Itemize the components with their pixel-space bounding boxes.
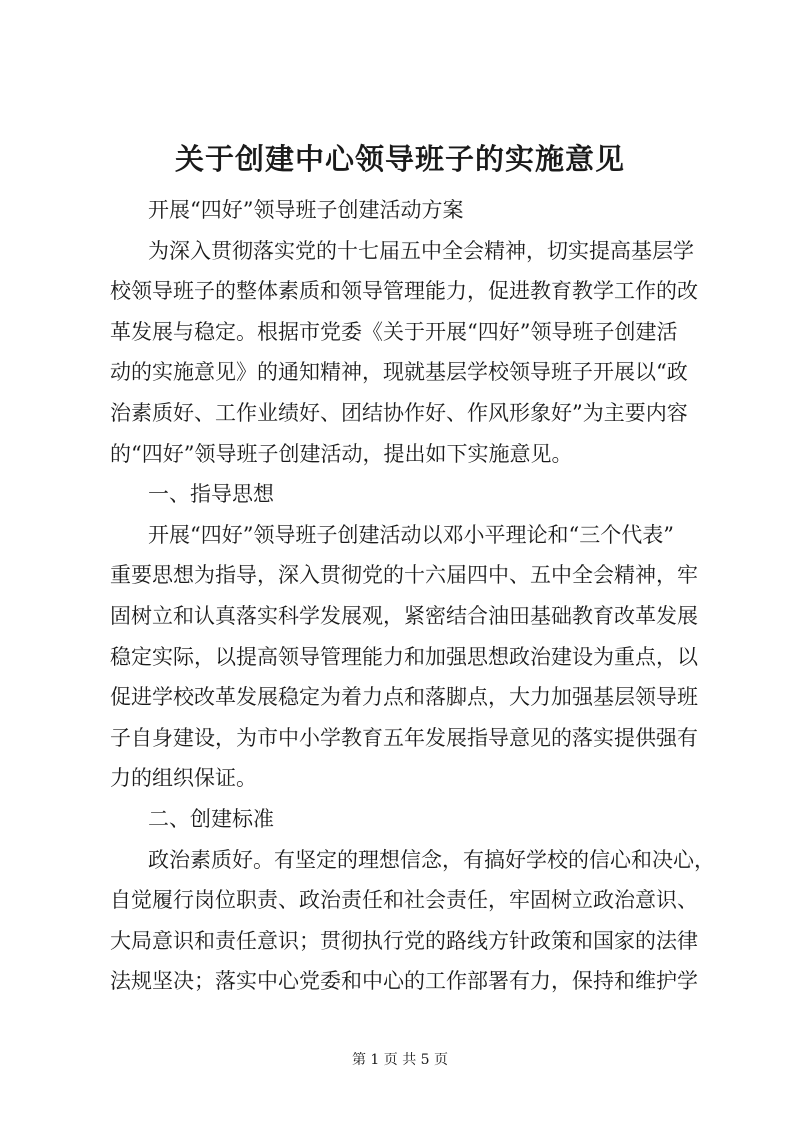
document-body bbox=[110, 190, 715, 1002]
paragraph-line: 的“四好”领导班子创建活动，提出如下实施意见。 bbox=[110, 441, 573, 466]
paragraph-line: 固树立和认真落实科学发展观，紧密结合油田基础教育改革发展 bbox=[110, 603, 698, 628]
paragraph-line: 重要思想为指导，深入贯彻党的十六届四中、五中全会精神，牢 bbox=[110, 563, 698, 588]
paragraph-line: 法规坚决；落实中心党委和中心的工作部署有力，保持和维护学 bbox=[110, 969, 698, 994]
paragraph-line: 革发展与稳定。根据市党委《关于开展“四好”领导班子创建活 bbox=[110, 319, 678, 344]
paragraph-line: 促进学校改革发展稳定为着力点和落脚点，大力加强基层领导班 bbox=[110, 685, 698, 710]
page-indicator: 第 1 页 共 5 页 bbox=[351, 1052, 449, 1068]
paragraph-line: 治素质好、工作业绩好、团结协作好、作风形象好”为主要内容 bbox=[110, 400, 688, 425]
paragraph-line: 开展“四好”领导班子创建活动以邓小平理论和“三个代表” bbox=[148, 522, 674, 547]
paragraph-line: 自觉履行岗位职责、政治责任和社会责任，牢固树立政治意识、 bbox=[110, 888, 698, 913]
paragraph-line: 大局意识和责任意识；贯彻执行党的路线方针政策和国家的法律 bbox=[110, 928, 698, 953]
section-heading: 一、指导思想 bbox=[148, 482, 274, 507]
paragraph-line: 动的实施意见》的通知精神，现就基层学校领导班子开展以“政 bbox=[110, 360, 688, 385]
paragraph-line: 政治素质好。有坚定的理想信念，有搞好学校的信心和决心， bbox=[148, 847, 715, 872]
paragraph-line: 力的组织保证。 bbox=[110, 766, 257, 791]
paragraph-line: 校领导班子的整体素质和领导管理能力，促进教育教学工作的改 bbox=[110, 279, 698, 304]
subtitle-line: 开展“四好”领导班子创建活动方案 bbox=[148, 198, 464, 222]
paragraph-line: 子自身建设，为市中小学教育五年发展指导意见的落实提供强有 bbox=[110, 725, 698, 750]
paragraph-line: 稳定实际，以提高领导管理能力和加强思想政治建设为重点，以 bbox=[110, 644, 698, 669]
document-title: 关于创建中心领导班子的实施意见 bbox=[174, 142, 625, 176]
paragraph-line: 为深入贯彻落实党的十七届五中全会精神，切实提高基层学 bbox=[148, 238, 694, 263]
section-heading: 二、创建标准 bbox=[148, 806, 274, 831]
